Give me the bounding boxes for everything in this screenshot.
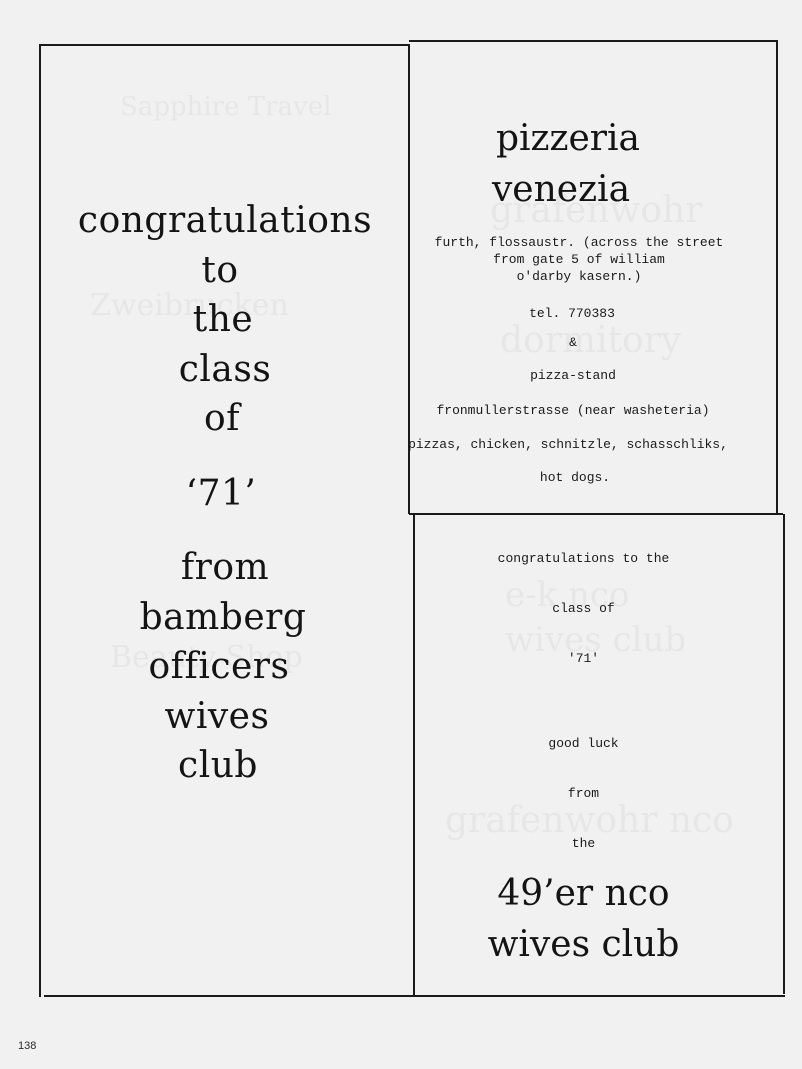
pizzeria-title: pizzeria venezia [491,118,640,210]
nco-from: from [567,786,600,801]
pizzeria-menu: pizzas, chicken, schnitzle, schasschliks, [408,437,728,452]
ad-line: from [180,547,270,588]
nco-club-title: 49’er nco wives club [487,873,680,965]
nco-class-of: class of [552,601,615,616]
frame-right [776,40,778,515]
ad-line: to [201,249,239,291]
ad-line: of [204,398,240,439]
nco-year: '71' [567,651,600,666]
frame-bottom [44,995,785,997]
ad-line: class [178,348,272,390]
nco-good-luck: good luck [548,736,619,751]
pizzeria-venezia-ad [410,113,776,486]
page-number: 138 [18,1040,37,1052]
nco-the: the [571,836,596,851]
nco-congrats: congratulations to the [497,551,670,566]
ad-line: the [192,299,254,340]
pizza-stand-location: fronmullerstrasse (near washeteria) [436,403,710,418]
ampersand: & [569,335,577,350]
ad-line: bamberg [139,596,307,638]
frame-left [39,44,41,997]
ad-line: club [178,745,258,786]
right-section-divider [409,513,783,515]
pizzeria-menu-cont: hot dogs. [539,470,611,485]
ad-line: congratulations [77,200,373,241]
pizzeria-address: furth, flossaustr. (across the street from gate 5 of william o'darby kasern.) [434,235,724,284]
ad-year: ‘71’ [185,472,257,514]
frame-right-lower [783,514,785,994]
bamberg-officers-ad [44,196,406,791]
pizzeria-phone: tel. 770383 [529,306,615,321]
nco-wives-club-ad [414,550,783,970]
ad-line: wives [164,695,270,737]
frame-top-left [39,44,409,46]
frame-top-right [409,40,777,42]
ad-line: officers [148,646,290,687]
pizza-stand: pizza-stand [530,368,616,383]
